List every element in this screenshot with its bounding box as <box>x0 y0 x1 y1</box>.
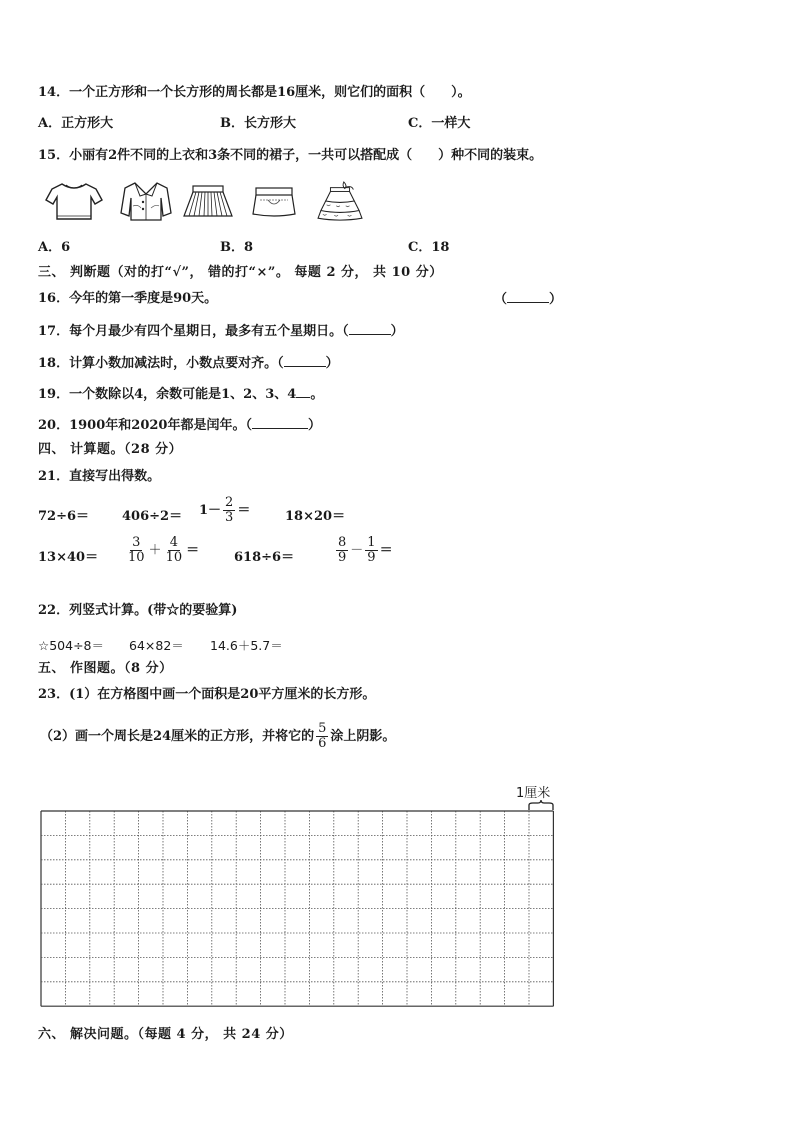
question-18-text: 18．计算小数加减法时，小数点要对齐。 <box>38 356 278 371</box>
answer-blank[interactable] <box>507 290 549 303</box>
answer-blank[interactable] <box>252 416 308 429</box>
calc-72-div-6: 72÷6＝ <box>38 509 90 524</box>
fraction: $\frac{2}{3}$ <box>225 495 234 525</box>
calc-406-div-2: 406÷2＝ <box>122 509 183 524</box>
question-20: 20．1900年和2020年都是闰年。（ ） <box>38 418 321 433</box>
section-3-title: 三、 判断题（对的打“√”， 错的打“×”。 每题 2 分， 共 10 分） <box>38 265 443 280</box>
question-21-text: 21．直接写出得数。 <box>38 469 161 484</box>
calc-1-minus-fraction: 1－ $\frac{2}{3}$ ＝ <box>199 495 251 525</box>
section-6-title: 六、 解决问题。（每题 4 分， 共 24 分） <box>38 1027 293 1042</box>
vertical-calc-3: 14.6＋5.7＝ <box>210 638 283 653</box>
fraction: $\frac{5}{6}$ <box>318 721 327 751</box>
question-16-text: 16．今年的第一季度是90天。 <box>38 291 218 306</box>
question-19: 19．一个数除以4，余数可能是1、2、3、4 。 <box>38 387 324 402</box>
fraction: $\frac{3}{10}$ <box>128 535 145 565</box>
jacket-icon <box>118 180 174 222</box>
answer-blank[interactable] <box>284 354 326 367</box>
option-a: A．正方形大 <box>38 116 114 131</box>
vertical-calc-1: ☆504÷8＝ <box>38 638 104 653</box>
option-c: C．18 <box>408 240 450 255</box>
question-23-part-2: （2）画一个周长是24厘米的正方形，并将它的 $\frac{5}{6}$ 涂上阴影。 <box>40 721 396 751</box>
fraction: $\frac{8}{9}$ <box>338 535 347 565</box>
calc-618-div-6: 618÷6＝ <box>234 550 295 565</box>
unit-label: 1厘米 <box>516 786 551 801</box>
option-a: A．6 <box>38 240 71 255</box>
question-19-text: 19．一个数除以4，余数可能是1、2、3、4 <box>38 387 297 402</box>
question-17: 17．每个月最少有四个星期日，最多有五个星期日。（ ） <box>38 324 404 339</box>
option-c: C．一样大 <box>408 116 471 131</box>
question-16-answer: （ ） <box>494 292 563 307</box>
ruffled-skirt-icon <box>314 180 366 222</box>
question-15-text: 15．小丽有2件不同的上衣和3条不同的裙子，一共可以搭配成（ ）种不同的装束。 <box>38 148 543 163</box>
question-23-part-1: 23．(1）在方格图中画一个面积是20平方厘米的长方形。 <box>38 687 376 702</box>
shirt-icon <box>44 180 104 222</box>
question-14-text: 14．一个正方形和一个长方形的周长都是16厘米，则它们的面积（ ）。 <box>38 85 471 100</box>
section-4-title: 四、 计算题。（28 分） <box>38 442 183 457</box>
question-18: 18．计算小数加减法时，小数点要对齐。（ ） <box>38 356 339 371</box>
pleated-skirt-icon <box>181 180 235 222</box>
option-b: B．长方形大 <box>220 116 296 131</box>
drawing-grid[interactable] <box>40 810 555 1010</box>
calc-fraction-add: $\frac{3}{10}$ ＋ $\frac{4}{10}$ ＝ <box>128 535 200 565</box>
calc-18-times-20: 18×20＝ <box>285 509 346 524</box>
vertical-calc-2: 64×82＝ <box>129 638 184 653</box>
question-22-text: 22．列竖式计算。(带☆的要验算) <box>38 603 238 618</box>
calc-13-times-40: 13×40＝ <box>38 550 99 565</box>
fraction: $\frac{4}{10}$ <box>165 535 183 565</box>
short-skirt-icon <box>248 180 300 222</box>
section-5-title: 五、 作图题。（8 分） <box>38 661 173 676</box>
question-20-text: 20．1900年和2020年都是闰年。 <box>38 418 246 433</box>
calc-fraction-subtract: $\frac{8}{9}$ － $\frac{1}{9}$ ＝ <box>338 535 393 565</box>
answer-blank[interactable] <box>296 385 310 398</box>
question-17-text: 17．每个月最少有四个星期日，最多有五个星期日。 <box>38 324 343 339</box>
option-b: B．8 <box>220 240 254 255</box>
answer-blank[interactable] <box>349 322 391 335</box>
fraction: $\frac{1}{9}$ <box>367 535 376 565</box>
